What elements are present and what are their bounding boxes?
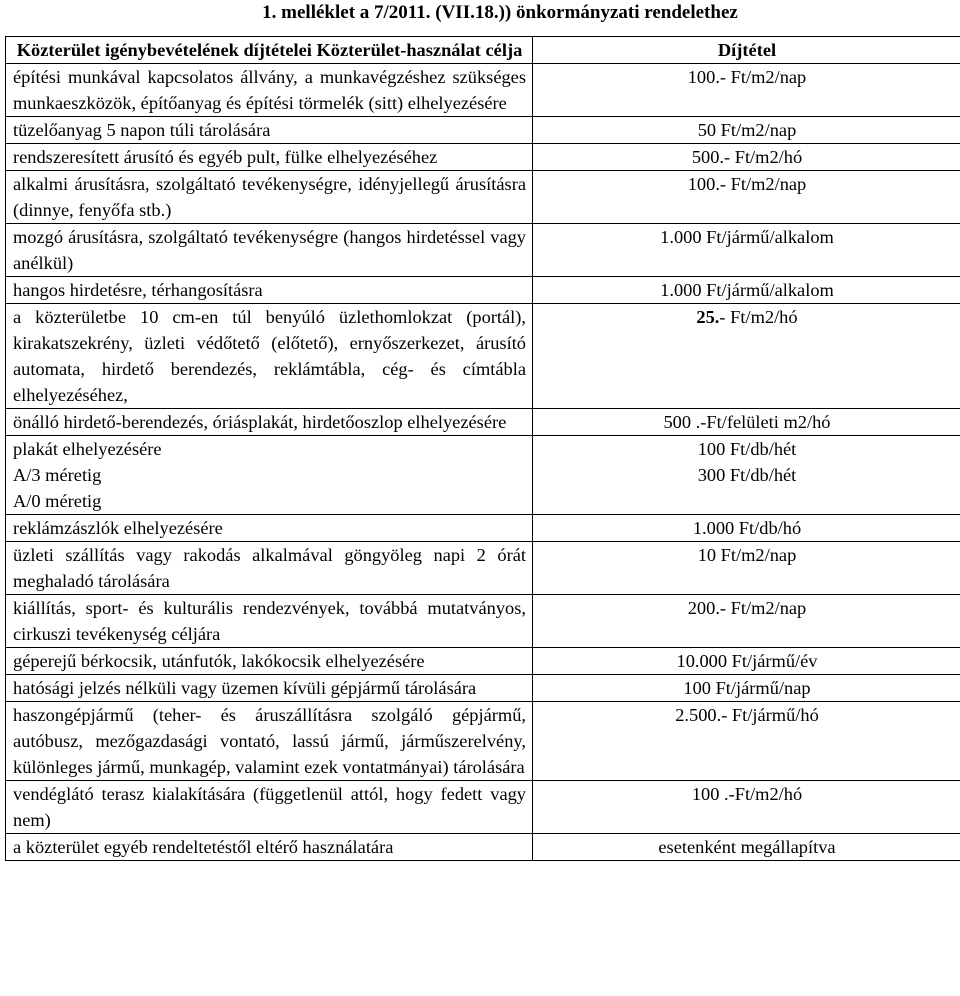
header-purpose: Közterület igénybevételének díjtételei Közterület-használat célja [6,37,533,64]
row-fee: 2.500.- Ft/jármű/hó [533,702,960,781]
table-row [6,781,960,834]
row-fee: 500 .-Ft/felületi m2/hó [533,409,960,436]
table-row [6,834,960,861]
row-purpose: vendéglátó terasz kialakítására (függetlenül attól, hogy fedett vagy nem) [6,781,533,834]
row-purpose: a közterületbe 10 cm-en túl benyúló üzlethomlokzat (portál), kirakatszekrény, üzleti védőtető (előtető), ernyőszerkezet, árusító automata, hirdető berendezés, reklámtábla, cég- és címtábla elhelyezéséhez, [6,304,533,409]
table-row [6,277,960,304]
row-purpose: a közterület egyéb rendeltetéstől eltérő használatára [6,834,533,861]
row-purpose: haszongépjármű (teher- és áruszállításra szolgáló gépjármű, autóbusz, mezőgazdasági vontató, lassú jármű, járműszerelvény, különleges jármű, munkagép, valamint ezek vontatmányai) tárolására [6,702,533,781]
row-purpose: hatósági jelzés nélküli vagy üzemen kívüli gépjármű tárolására [6,675,533,702]
row-purpose [6,436,533,515]
row-fee: 100 Ft/jármű/nap [533,675,960,702]
table-row [6,144,960,171]
row-purpose-sub: A/3 méretig [13,465,102,485]
document-title: 1. melléklet a 7/2011. (VII.18.)) önkormányzati rendelethez [262,2,738,23]
table-row [6,675,960,702]
row-purpose: mozgó árusításra, szolgáltató tevékenységre (hangos hirdetéssel vagy anélkül) [6,224,533,277]
table-row [6,702,960,781]
table-row [6,64,960,117]
table-row [6,436,960,515]
table-row [6,224,960,277]
row-fee: 10.000 Ft/jármű/év [533,648,960,675]
row-fee: esetenként megállapítva [533,834,960,861]
row-fee: 200.- Ft/m2/nap [533,595,960,648]
row-fee: 100.- Ft/m2/nap [533,64,960,117]
row-purpose: tüzelőanyag 5 napon túli tárolására [6,117,533,144]
row-fee [533,304,960,409]
row-fee: 1.000 Ft/jármű/alkalom [533,277,960,304]
row-purpose: hangos hirdetésre, térhangosításra [6,277,533,304]
row-purpose-sub: A/0 méretig [13,491,102,511]
row-fee: 500.- Ft/m2/hó [533,144,960,171]
table-row [6,648,960,675]
table-header-row [6,37,960,64]
row-fee-sub: 100 Ft/db/hét [697,439,797,459]
row-purpose-main: plakát elhelyezésére [13,439,162,459]
row-fee: 100.- Ft/m2/nap [533,171,960,224]
row-purpose: üzleti szállítás vagy rakodás alkalmával göngyöleg napi 2 órát meghaladó tárolására [6,542,533,595]
row-purpose: rendszeresített árusító és egyéb pult, fülke elhelyezéséhez [6,144,533,171]
row-purpose: géperejű bérkocsik, utánfutók, lakókocsik elhelyezésére [6,648,533,675]
row-purpose: reklámzászlók elhelyezésére [6,515,533,542]
row-purpose: építési munkával kapcsolatos állvány, a munkavégzéshez szükséges munkaeszközök, építőanyag és építési törmelék (sitt) elhelyezésére [6,64,533,117]
row-purpose: önálló hirdető-berendezés, óriásplakát, hirdetőoszlop elhelyezésére [6,409,533,436]
table-row [6,171,960,224]
row-fee-rest: - Ft/m2/hó [719,307,798,327]
fee-table [5,36,960,861]
row-fee: 50 Ft/m2/nap [533,117,960,144]
table-row [6,595,960,648]
table-row [6,304,960,409]
header-fee: Díjtétel [533,37,960,64]
table-row [6,117,960,144]
row-fee-sub: 300 Ft/db/hét [697,465,797,485]
row-fee [533,436,960,515]
table-row [6,542,960,595]
table-row [6,409,960,436]
table-row [6,515,960,542]
row-fee: 1.000 Ft/jármű/alkalom [533,224,960,277]
row-purpose: kiállítás, sport- és kulturális rendezvények, továbbá mutatványos, cirkuszi tevékenység céljára [6,595,533,648]
row-fee: 100 .-Ft/m2/hó [533,781,960,834]
row-fee-bold: 25. [696,307,720,327]
row-fee: 1.000 Ft/db/hó [533,515,960,542]
row-purpose: alkalmi árusításra, szolgáltató tevékenységre, idényjellegű árusításra (dinnye, fenyőfa stb.) [6,171,533,224]
row-fee: 10 Ft/m2/nap [533,542,960,595]
